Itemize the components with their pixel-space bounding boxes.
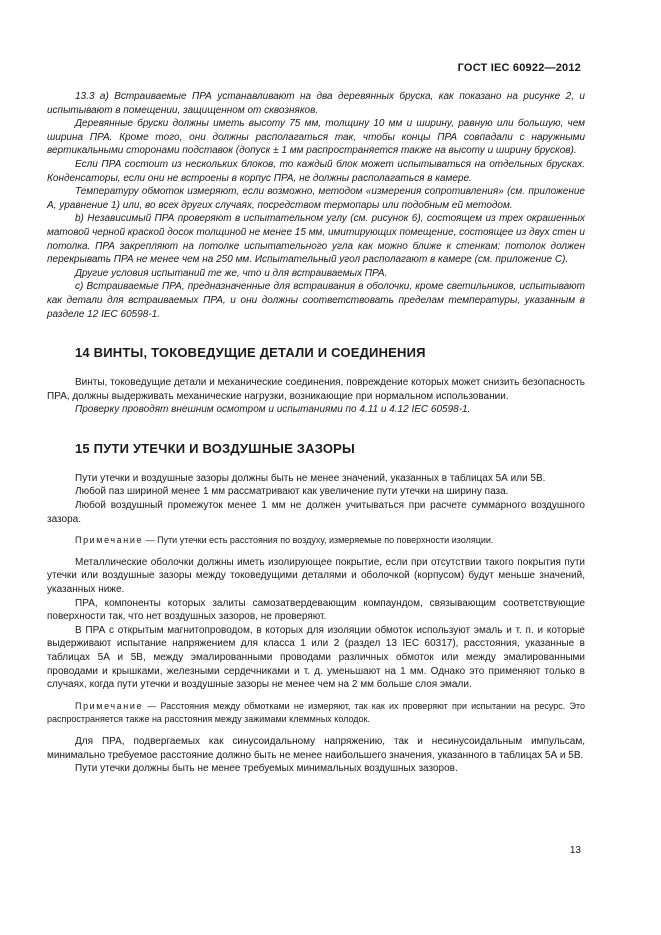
section-15-p6: В ПРА с открытым магнитопроводом, в которых для изоляции обмоток используют эмаль и т. п. и которые выдерживают испытание напряжением для класса 1 или 2 (раздел 13 IEC 60317), расстояния, указанные в таблицах 5А и 5В, между эмалированными проводами различных обмоток или между эмалированными проводами и крышками, железными сердечниками и т. д. уменьшают на 1 мм. Однако это применяют только в случаях, когда пути утечки и воздушные зазоры не менее чем на 2 мм больше слоя эмали. [47,624,585,691]
note-2 [47,700,585,727]
section-14-check: Проверку проводят внешним осмотром и испытаниями по 4.11 и 4.12 IEC 60598-1. [75,404,471,416]
paragraph-temperature: Температуру обмоток измеряют, если возможно, методом «измерения сопротивления» (см. приложение А, уравнение 1) или, во всех других случаях, посредством термопары или подобным ей методом. [47,186,585,211]
section-15-p2: Любой паз шириной менее 1 мм рассматривают как увеличение пути утечки на ширину паза. [75,486,509,498]
section-14-paragraph: Винты, токоведущие детали и механические соединения, повреждение которых может снизить безопасность ПРА, должны выдерживать механические нагрузки, возникающие при нормальном использовании. [47,377,585,402]
note-2-text: — Расстояния между обмотками не измеряют, так как их проверяют при испытании на ресурс. Это распространяется также на расстояния между зажимами клеммных колодок. [47,700,585,725]
paragraph-13-3a: 13.3 a) Встраиваемые ПРА устанавливают на два деревянных бруска, как показано на рисунке 2, и испытывают в помещении, защищенном от сквозняков. [47,91,585,116]
standard-header: ГОСТ IEC 60922—2012 [457,62,581,74]
section-15-p7: Для ПРА, подвергаемых как синусоидальному напряжению, так и несинусоидальным импульсам, минимально требуемое расстояние должно быть не менее наибольшего значения, указанного в таблицах 5А и 5В. [47,735,585,761]
page-number: 13 [569,845,581,856]
paragraph-other-conditions: Другие условия испытаний те же, что и для встраиваемых ПРА. [75,267,388,279]
section-15-p8: Пути утечки должны быть не менее требуемых минимальных воздушных зазоров. [75,763,458,775]
paragraph-bars: Деревянные бруски должны иметь высоту 75 мм, толщину 10 мм и ширину, равную или большую, чем ширина ПРА. Кроме того, они должны располагаться так, чтобы концы ПРА совпадали с наружными вертикальными сторонами подставок (допуск ± 1 мм распространяется также на высоту и ширину брусков). [47,118,585,157]
section-15-p4: Металлические оболочки должны иметь изолирующее покрытие, если при отсутствии такого покрытия пути утечки или воздушные зазоры между токоведущими деталями и оболочкой (корпусом) будут меньше значений, указанных ниже. [47,556,585,596]
document-body [47,90,585,776]
section-15-heading: 15 ПУТИ УТЕЧКИ И ВОЗДУШНЫЕ ЗАЗОРЫ [75,440,355,456]
paragraph-blocks: Если ПРА состоит из нескольких блоков, то каждый блок может испытываться на отдельных брусках. Конденсаторы, если они не встроены в корпус ПРА, не должны располагаться в камере. [47,158,585,184]
note-1 [47,534,585,548]
paragraph-13-3c: с) Встраиваемые ПРА, предназначенные для встраивания в оболочки, кроме светильников, испытывают как детали для встраиваемых ПРА, и они должны соответствовать пределам температуры, указанным в разделе 12 IEC 60598-1. [47,281,585,320]
paragraph-13-3b: b) Независимый ПРА проверяют в испытательном углу (см. рисунок 6), состоящем из трех окрашенных матовой черной краской досок толщиной не менее 15 мм, имитирующих помещение, состоящее из двух стен и потолка. ПРА закрепляют на потолке испытательного угла как можно ближе к стенкам: потолок должен перекрывать ПРА не менее чем на 250 мм. Испытательный угол располагают в камере (см. приложение С). [47,213,585,266]
section-15-p5: ПРА, компоненты которых залиты самозатвердевающим компаундом, связывающим соответствующие поверхности так, что нет воздушных зазоров, не проверяют. [47,597,585,623]
section-15-p3: Любой воздушный промежуток менее 1 мм не должен учитываться при расчете суммарного воздушного зазора. [47,500,585,525]
note-2-label: Примечание [75,700,144,711]
section-15-p1: Пути утечки и воздушные зазоры должны быть не менее значений, указанных в таблицах 5А или 5В. [75,472,546,484]
note-1-text: — Пути утечки есть расстояния по воздуху, измеряемые по поверхности изоляции. [143,535,494,546]
note-1-label: Примечание [75,535,144,546]
section-14-heading: 14 ВИНТЫ, ТОКОВЕДУЩИЕ ДЕТАЛИ И СОЕДИНЕНИЯ [75,345,426,361]
